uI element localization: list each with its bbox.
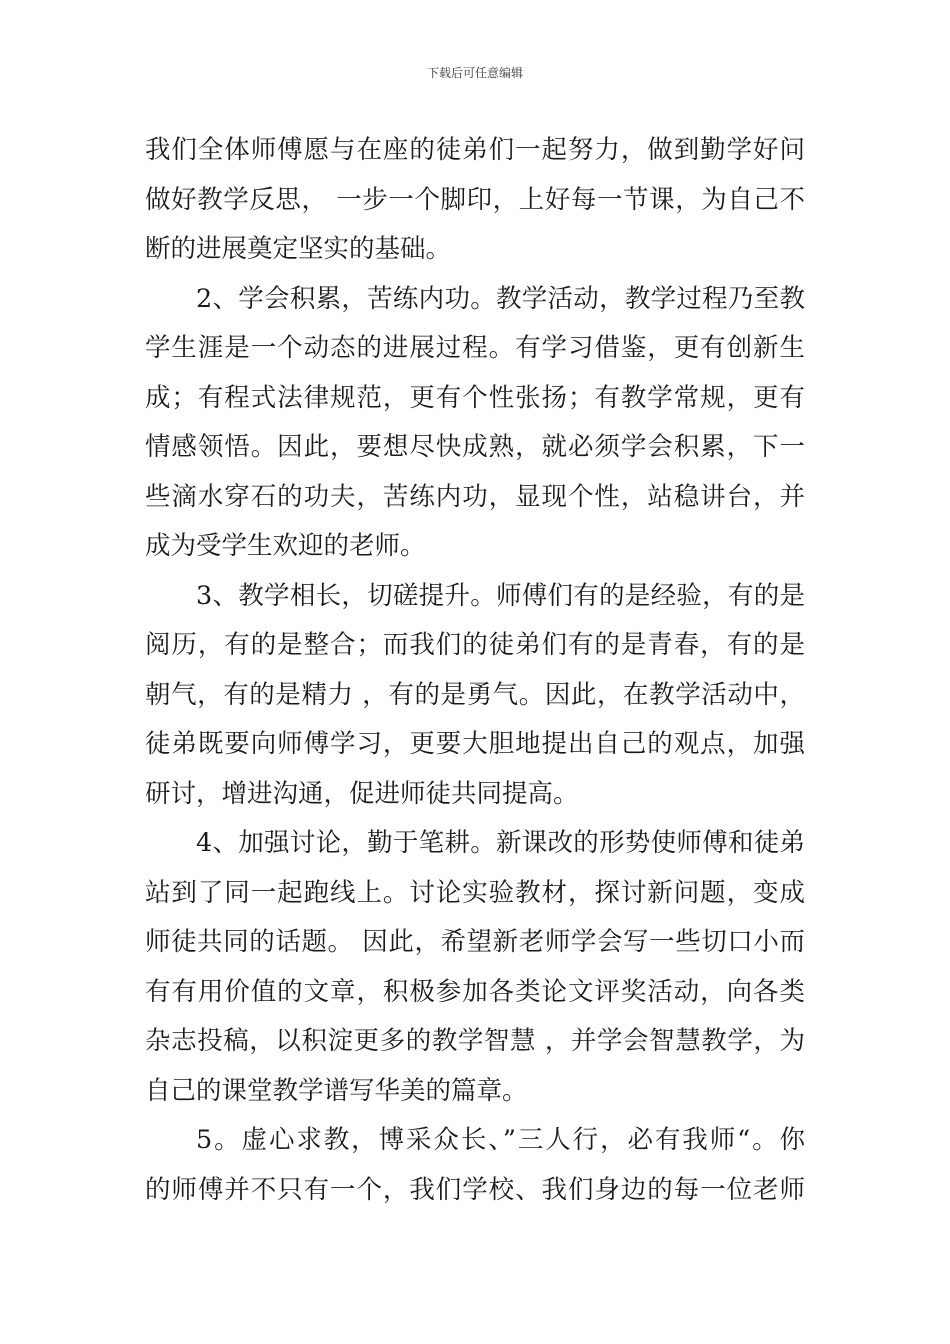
paragraph-2: [145, 275, 805, 572]
text-line: 站到了同一起跑线上。讨论实验教材，探讨新问题，变成: [145, 877, 805, 908]
paragraph-5: [145, 1116, 805, 1215]
text-line: 我们全体师傅愿与在座的徒弟们一起努力，做到勤学好问: [145, 135, 805, 165]
page-header: 下载后可任意编辑: [426, 66, 523, 80]
text-line: 阅历，有的是整合；而我们的徒弟们有的是青春，有的是: [145, 630, 805, 660]
text-line: 学生涯是一个动态的进展过程。有学习借鉴，更有创新生: [145, 333, 805, 363]
paragraph-1: [145, 126, 805, 275]
text-line: 情感领悟。因此，要想尽快成熟，就必须学会积累，下一: [145, 432, 805, 462]
text-line: 3、教学相长，切磋提升。师傅们有的是经验，有的是: [196, 580, 805, 611]
text-line: 自己的课堂教学谱写华美的篇章。: [145, 1075, 528, 1106]
text-line: 研讨，增进沟通，促进师徒共同提高。: [145, 778, 579, 809]
text-line: 成；有程式法律规范，更有个性张扬；有教学常规，更有: [145, 382, 805, 413]
text-line: 有有用价值的文章，积极参加各类论文评奖活动，向各类: [145, 976, 805, 1007]
text-line: 5。虚心求教，博采众长、”三人行，必有我师“。你: [196, 1125, 805, 1155]
document-body: [145, 126, 805, 1215]
text-line: 做好教学反思， 一步一个脚印，上好每一节课，为自己不: [145, 184, 805, 215]
text-line: 朝气，有的是精力 ，有的是勇气。因此，在教学活动中，: [145, 679, 805, 710]
text-line: 成为受学生欢迎的老师。: [145, 531, 426, 561]
paragraph-4: [145, 819, 805, 1116]
text-line: 杂志投稿，以积淀更多的教学智慧 ，并学会智慧教学，为: [145, 1026, 805, 1056]
text-line: 师徒共同的话题。 因此，希望新老师学会写一些切口小而: [145, 927, 805, 957]
paragraph-3: [145, 572, 805, 820]
text-line: 的师傅并不只有一个，我们学校、我们身边的每一位老师: [145, 1174, 805, 1205]
text-line: 4、加强讨论，勤于笔耕。新课改的形势使师傅和徒弟: [196, 828, 805, 858]
text-line: 徒弟既要向师傅学习，更要大胆地提出自己的观点，加强: [145, 729, 805, 759]
text-line: 2、学会积累，苦练内功。教学活动，教学过程乃至教: [196, 283, 805, 314]
text-line: 些滴水穿石的功夫，苦练内功，显现个性，站稳讲台，并: [145, 481, 805, 512]
text-line: 断的进展奠定坚实的基础。: [145, 234, 452, 264]
